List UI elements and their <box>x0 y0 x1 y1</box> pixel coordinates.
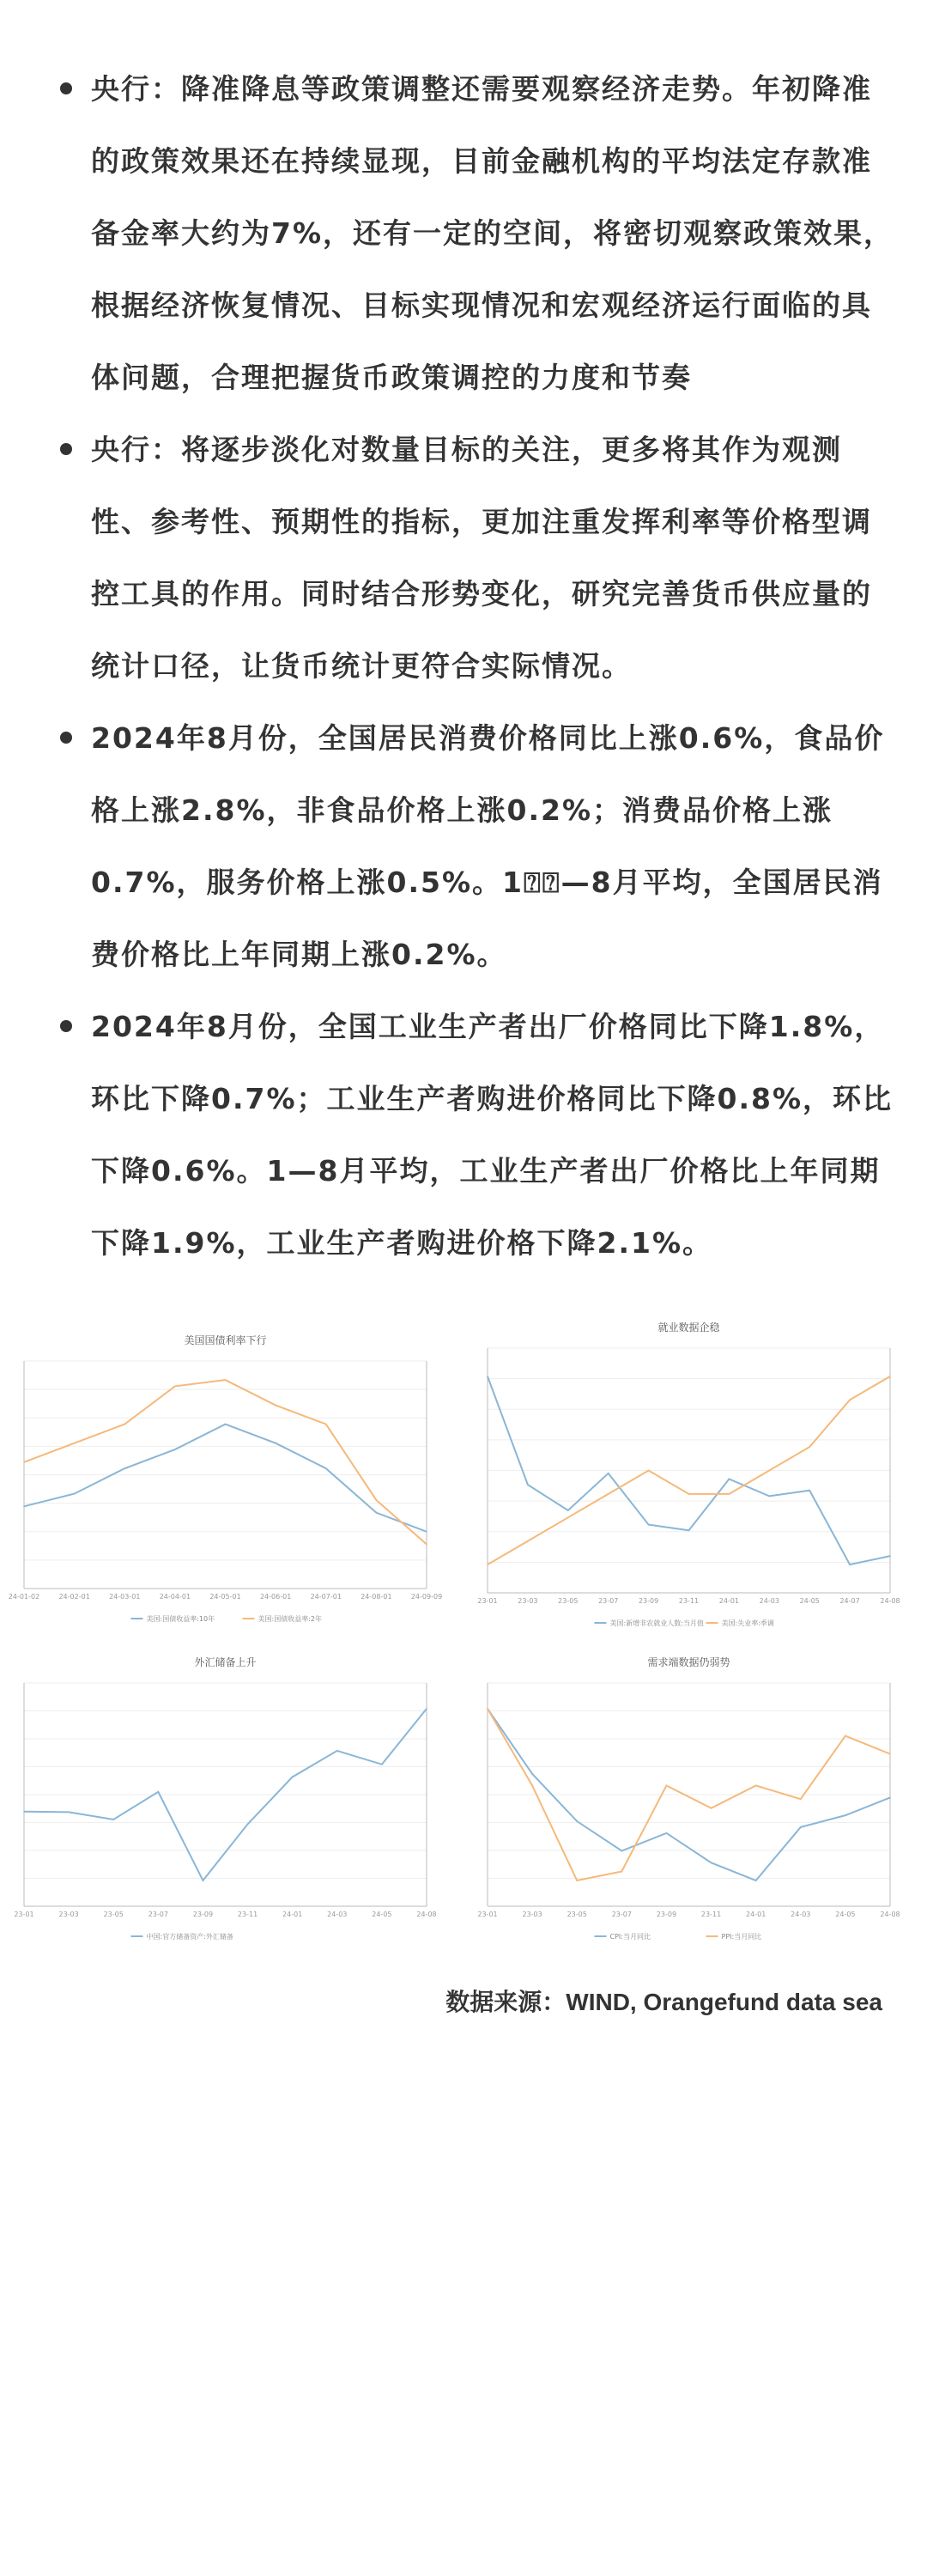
x-tick-label: 24-08 <box>416 1911 437 1918</box>
bullet-text: 2024年8月份，全国工业生产者出厂价格同比下降1.8%，环比下降0.7%；工业生产者购进价格同比下降0.8%，环比下降0.6%。1—8月平均，工业生产者出厂价格比上年同期下降1.9%，工业生产者购进价格下降2.1%。 <box>91 1010 894 1260</box>
bullet-item <box>60 702 901 991</box>
data-point <box>621 1871 623 1873</box>
legend-label: 美国:国债收益率:2年 <box>258 1615 322 1623</box>
data-point <box>567 1517 569 1519</box>
x-tick-label: 24-03 <box>327 1911 348 1918</box>
bullet-dot <box>60 732 72 744</box>
x-tick-label: 23-07 <box>148 1911 168 1918</box>
bullet-text: 央行：将逐步淡化对数量目标的关注，更多将其作为观测性、参考性、预期性的指标，更加注重发挥利率等价格型调控工具的作用。同时结合形势变化，研究完善货币供应量的统计口径，让货币统计更符合实际情况。 <box>91 433 872 683</box>
chart-title: 需求端数据仍弱势 <box>647 1656 730 1668</box>
x-tick-label: 24-08 <box>880 1597 900 1605</box>
x-tick-label: 23-05 <box>103 1911 124 1918</box>
data-point <box>174 1386 176 1388</box>
data-point <box>711 1807 712 1809</box>
x-tick-label: 24-01 <box>746 1911 766 1918</box>
x-tick-label: 24-01 <box>718 1597 740 1605</box>
x-tick-label: 23-11 <box>700 1911 722 1918</box>
data-point <box>487 1564 488 1565</box>
data-point <box>889 1797 891 1799</box>
data-point <box>531 1785 533 1787</box>
data-point <box>729 1479 730 1480</box>
data-source-note: 数据来源：WIND, Orangefund data sea <box>445 1989 882 2015</box>
chart-svg <box>0 1327 451 1640</box>
chart-demand <box>464 1649 914 1958</box>
data-point <box>648 1470 650 1472</box>
data-point <box>381 1764 383 1765</box>
data-point <box>292 1777 294 1778</box>
data-point <box>849 1399 851 1400</box>
x-tick-label: 24-07-01 <box>310 1593 342 1601</box>
x-tick-label: 24-05 <box>799 1597 820 1605</box>
x-tick-label: 23-07 <box>598 1597 619 1605</box>
chart-employment <box>464 1314 914 1644</box>
data-point <box>426 1708 427 1710</box>
bullet-dot <box>60 1020 72 1032</box>
bullet-dot <box>60 443 72 455</box>
data-point <box>376 1499 378 1501</box>
data-point <box>336 1750 338 1752</box>
bullet-item <box>60 414 901 702</box>
data-point <box>531 1773 533 1775</box>
x-tick-label: 24-01-02 <box>8 1593 40 1601</box>
data-point <box>225 1379 227 1381</box>
data-point <box>112 1819 114 1820</box>
x-tick-label: 23-01 <box>477 1911 498 1918</box>
data-point <box>124 1424 125 1425</box>
data-point <box>576 1820 578 1822</box>
data-point <box>225 1424 227 1425</box>
bullet-text: 2024年8月份，全国居民消费价格同比上涨0.6%，食品价格上涨2.8%，非食品价格上涨0.2%；消费品价格上涨0.7%，服务价格上涨0.5%。1⍰⍰—8月平均，全国居民消费价格比上年同期上涨0.2%。 <box>91 721 885 971</box>
bullet-dot <box>60 82 72 94</box>
series-line <box>24 1425 427 1532</box>
data-point <box>74 1493 76 1495</box>
data-point <box>426 1544 427 1546</box>
data-point <box>247 1824 249 1826</box>
chart-svg <box>464 1314 914 1644</box>
data-point <box>325 1424 327 1425</box>
data-point <box>889 1376 891 1377</box>
data-point <box>711 1862 712 1864</box>
data-point <box>666 1785 668 1787</box>
data-point <box>576 1880 578 1881</box>
x-tick-label: 23-11 <box>678 1597 700 1605</box>
data-point <box>325 1467 327 1469</box>
legend-label: 美国:新增非农就业人数:当月值 <box>609 1619 704 1627</box>
data-point <box>889 1555 891 1557</box>
data-point <box>74 1443 76 1444</box>
x-tick-label: 23-09 <box>192 1911 214 1918</box>
data-point <box>809 1446 810 1448</box>
data-point <box>376 1512 378 1514</box>
x-tick-label: 23-05 <box>566 1911 587 1918</box>
data-point <box>275 1443 276 1444</box>
x-tick-label: 24-03 <box>791 1911 811 1918</box>
chart-title: 外汇储备上升 <box>194 1656 257 1668</box>
legend-label: 美国:国债收益率:10年 <box>146 1615 215 1623</box>
bullet-text: 央行：降准降息等政策调整还需要观察经济走势。年初降准的政策效果还在持续显现，目前金融机构的平均法定存款准备金率大约为7%，还有一定的空间，将密切观察政策效果，根据经济恢复情况、目标实现情况和宏观经济运行面临的具体问题，合理把握货币政策调控的力度和节奏 <box>91 72 894 394</box>
data-point <box>688 1493 690 1495</box>
data-point <box>769 1470 771 1472</box>
x-tick-label: 23-01 <box>14 1911 34 1918</box>
x-tick-label: 24-01 <box>282 1911 303 1918</box>
x-tick-label: 24-02-01 <box>58 1593 90 1601</box>
chart-svg <box>0 1649 451 1958</box>
data-point <box>621 1850 623 1852</box>
x-tick-label: 23-01 <box>477 1597 498 1605</box>
data-point <box>755 1785 757 1787</box>
data-point <box>487 1376 488 1377</box>
x-tick-label: 24-04-01 <box>159 1593 191 1601</box>
data-point <box>688 1529 690 1531</box>
x-tick-label: 24-03 <box>759 1597 779 1605</box>
data-point <box>849 1564 851 1565</box>
x-tick-label: 23-09 <box>638 1597 659 1605</box>
data-point <box>729 1493 730 1495</box>
x-tick-label: 24-07 <box>839 1597 860 1605</box>
x-tick-label: 24-05-01 <box>209 1593 241 1601</box>
chart-title: 美国国债利率下行 <box>184 1334 267 1346</box>
data-point <box>23 1811 25 1813</box>
legend-label: 美国:失业率:季调 <box>721 1619 774 1627</box>
bullet-list <box>60 53 901 1352</box>
x-tick-label: 24-09-09 <box>410 1593 443 1601</box>
x-tick-label: 24-05 <box>372 1911 392 1918</box>
data-point <box>845 1814 846 1816</box>
data-point <box>527 1540 529 1542</box>
data-point <box>809 1490 810 1492</box>
chart-fx-reserves <box>0 1649 451 1958</box>
data-point <box>23 1506 25 1508</box>
bullet-item <box>60 991 901 1352</box>
data-point <box>426 1531 427 1533</box>
data-point <box>174 1449 176 1450</box>
data-point <box>124 1467 125 1469</box>
legend-label: CPI:当月同比 <box>609 1933 651 1941</box>
data-point <box>527 1484 529 1485</box>
bullet-item <box>60 53 901 414</box>
data-point <box>68 1812 70 1814</box>
data-point <box>608 1473 609 1474</box>
x-tick-label: 23-11 <box>237 1911 258 1918</box>
data-point <box>203 1880 204 1881</box>
legend-label: PPI:当月同比 <box>721 1933 762 1941</box>
x-tick-label: 23-03 <box>58 1911 79 1918</box>
data-point <box>755 1880 757 1881</box>
chart-svg <box>464 1649 914 1958</box>
x-tick-label: 24-03-01 <box>109 1593 141 1601</box>
data-point <box>275 1405 276 1406</box>
x-tick-label: 23-03 <box>522 1911 542 1918</box>
data-point <box>648 1524 650 1526</box>
data-point <box>800 1798 802 1800</box>
x-tick-label: 24-08 <box>880 1911 900 1918</box>
data-point <box>800 1826 802 1828</box>
x-tick-label: 23-09 <box>656 1911 677 1918</box>
data-point <box>158 1791 160 1793</box>
data-point <box>769 1496 771 1498</box>
x-tick-label: 23-07 <box>611 1911 632 1918</box>
x-tick-label: 23-05 <box>558 1597 579 1605</box>
legend-label: 中国:官方储备资产:外汇储备 <box>146 1933 233 1941</box>
chart-title: 就业数据企稳 <box>657 1321 720 1334</box>
data-point <box>23 1461 25 1463</box>
data-point <box>567 1510 569 1511</box>
data-point <box>487 1708 488 1710</box>
data-point <box>666 1832 668 1834</box>
x-tick-label: 24-05 <box>835 1911 856 1918</box>
x-tick-label: 23-03 <box>518 1597 538 1605</box>
data-point <box>845 1735 846 1737</box>
x-tick-label: 24-08-01 <box>360 1593 392 1601</box>
data-point <box>889 1753 891 1755</box>
chart-us-treasury <box>0 1327 451 1640</box>
series-line <box>24 1380 427 1544</box>
x-tick-label: 24-06-01 <box>259 1593 292 1601</box>
data-point <box>608 1493 609 1495</box>
